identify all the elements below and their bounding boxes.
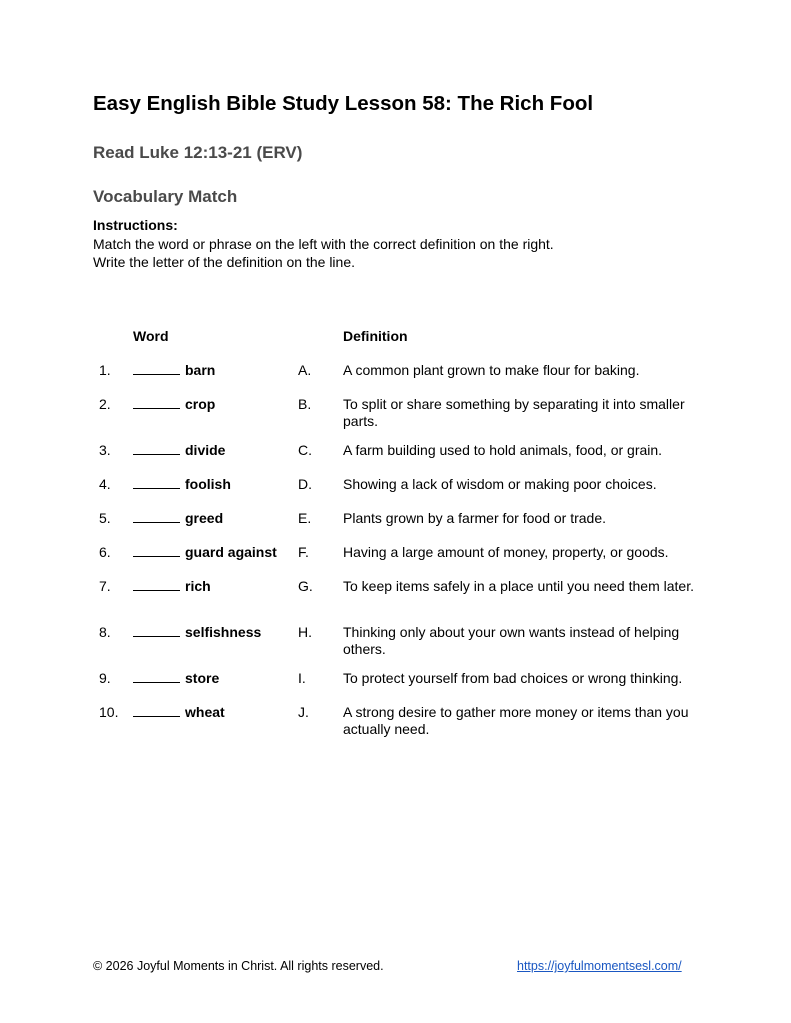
- answer-blank[interactable]: [133, 716, 180, 717]
- answer-blank[interactable]: [133, 374, 180, 375]
- answer-blank[interactable]: [133, 454, 180, 455]
- item-number: 10.: [99, 704, 119, 720]
- item-number: 4.: [99, 476, 111, 492]
- answer-blank[interactable]: [133, 590, 180, 591]
- instructions-line-2: Write the letter of the definition on the line.: [93, 254, 356, 270]
- definition-letter: F.: [298, 544, 309, 560]
- definition-letter: C.: [298, 442, 312, 458]
- definition-text: Having a large amount of money, property, or goods.: [343, 544, 669, 560]
- instructions-label: Instructions:: [93, 217, 178, 233]
- page-title: Easy English Bible Study Lesson 58: The Rich Fool: [93, 92, 594, 115]
- definition-letter: J.: [298, 704, 309, 720]
- answer-blank[interactable]: [133, 556, 180, 557]
- definition-text: To split or share something by separating it into smaller parts.: [343, 396, 685, 429]
- definition-text: Plants grown by a farmer for food or trade.: [343, 510, 607, 526]
- section-heading: Vocabulary Match: [93, 187, 238, 206]
- instructions-line-1: Match the word or phrase on the left with the correct definition on the right.: [93, 235, 554, 252]
- item-number: 5.: [99, 510, 111, 526]
- vocab-word: divide: [185, 442, 226, 458]
- answer-blank[interactable]: [133, 488, 180, 489]
- definition-letter: G.: [298, 578, 313, 594]
- definition-text: To keep items safely in a place until you need them later.: [343, 578, 694, 594]
- definition-text: Showing a lack of wisdom or making poor choices.: [343, 476, 657, 492]
- definition-letter: H.: [298, 624, 312, 640]
- item-number: 1.: [99, 362, 111, 378]
- definition-letter: I.: [298, 670, 306, 686]
- definition-text: A common plant grown to make flour for baking.: [343, 362, 640, 378]
- definition-column-header: Definition: [343, 328, 408, 344]
- definition-text: To protect yourself from bad choices or wrong thinking.: [343, 670, 683, 686]
- website-link[interactable]: https://joyfulmomentsesl.com/: [517, 959, 682, 973]
- answer-blank[interactable]: [133, 522, 180, 523]
- item-number: 7.: [99, 578, 111, 594]
- reading-reference: Read Luke 12:13-21 (ERV): [93, 143, 303, 162]
- copyright-notice: © 2026 Joyful Moments in Christ. All rights reserved.: [93, 959, 384, 973]
- vocab-word: rich: [185, 578, 211, 594]
- definition-text: Thinking only about your own wants instead of helping others.: [343, 624, 680, 657]
- word-column-header: Word: [133, 328, 169, 344]
- definition-text: A farm building used to hold animals, food, or grain.: [343, 442, 663, 458]
- item-number: 3.: [99, 442, 111, 458]
- vocab-word: selfishness: [185, 624, 262, 640]
- definition-letter: E.: [298, 510, 312, 526]
- answer-blank[interactable]: [133, 636, 180, 637]
- definition-letter: D.: [298, 476, 312, 492]
- definition-letter: B.: [298, 396, 312, 412]
- item-number: 8.: [99, 624, 111, 640]
- vocab-word: greed: [185, 510, 224, 526]
- vocab-word: crop: [185, 396, 216, 412]
- vocab-word: foolish: [185, 476, 231, 492]
- item-number: 2.: [99, 396, 111, 412]
- answer-blank[interactable]: [133, 408, 180, 409]
- vocab-word: guard against: [185, 544, 277, 560]
- item-number: 6.: [99, 544, 111, 560]
- answer-blank[interactable]: [133, 682, 180, 683]
- vocab-word: barn: [185, 362, 216, 378]
- definition-text: A strong desire to gather more money or items than you actually need.: [343, 704, 689, 737]
- vocab-word: store: [185, 670, 220, 686]
- item-number: 9.: [99, 670, 111, 686]
- instructions: [93, 216, 554, 272]
- vocab-word: wheat: [185, 704, 225, 720]
- definition-letter: A.: [298, 362, 312, 378]
